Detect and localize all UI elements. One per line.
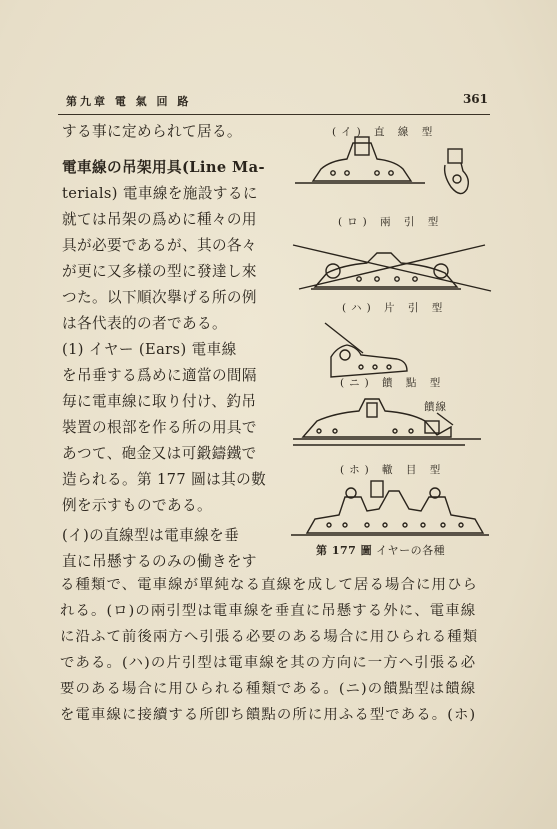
text-line: terials) 電車線を施設するに xyxy=(62,185,258,202)
text-line: 例を示すものである。 xyxy=(62,497,212,514)
straight-type-ear-drawing xyxy=(295,137,468,194)
figure-label-double-pull-type: (ロ) 兩 引 型 xyxy=(338,216,444,228)
text-line: である。(ハ)の片引型は電車線を其の方向に一方へ引張る必 xyxy=(60,655,477,671)
text-line: を吊垂する爲めに適當の間隔 xyxy=(62,367,257,384)
text-line: 裝置の根部を作る所の用具で xyxy=(62,419,257,436)
text-line: る種類で、電車線が單純なる直線を成して居る場合に用ひら xyxy=(60,577,478,593)
text-line: (イ)の直線型は電車線を垂 xyxy=(62,527,240,544)
text-line: 就ては吊架の爲めに種々の用 xyxy=(62,211,257,228)
frog-type-ear-drawing xyxy=(291,481,489,535)
chapter-title: 第九章 電 氣 回 路 xyxy=(66,95,192,108)
figure-label-frog-type: (ホ) 轍 目 型 xyxy=(340,464,446,476)
subsection-heading-line: (1) イヤー (Ears) 電車線 xyxy=(62,341,237,358)
text-line: つた。以下順次擧げる所の例 xyxy=(62,289,257,306)
figure-label-single-pull-type: (ハ) 片 引 型 xyxy=(342,302,448,314)
figure-label-feeder-type: (ニ) 饋 點 型 xyxy=(340,377,446,389)
text-line: 要のある場合に用ひられる種類である。(ニ)の饋點型は饋線 xyxy=(60,681,477,697)
figure-label-straight-type: (イ) 直 線 型 xyxy=(332,126,438,138)
text-line: を電車線に接續する所卽ち饋點の所に用ふる型である。(ホ) xyxy=(60,707,477,723)
text-line: 具が必要であるが、其の各々 xyxy=(62,237,257,254)
text-line: 毎に電車線に取り付け、釣吊 xyxy=(62,393,257,410)
text-line: が更に又多樣の型に發達し來 xyxy=(62,263,257,280)
text-line: れる。(ロ)の兩引型は電車線を垂直に吊懸する外に、電車線 xyxy=(60,603,477,619)
text-line: 造られる。第 177 圖は其の數 xyxy=(62,471,267,488)
text-line: あつて、砲金又は可鍛鑄鐵で xyxy=(62,445,257,462)
double-pull-type-ear-drawing xyxy=(293,245,491,291)
text-line: 直に吊懸するのみの働きをす xyxy=(62,553,257,570)
figure-label-feeder-wire: 饋線 xyxy=(424,401,447,413)
text-line: は各代表的の者である。 xyxy=(62,315,227,332)
single-pull-type-ear-drawing xyxy=(325,323,407,377)
figure-caption xyxy=(316,542,445,558)
figure-caption-text: イヤーの各種 xyxy=(376,544,446,557)
text-line: する事に定められて居る。 xyxy=(62,123,242,140)
text-line: に沿ふて前後兩方へ引張る必要のある場合に用ひられる種類 xyxy=(60,629,479,645)
running-header xyxy=(58,92,490,115)
figure-number: 第 177 圖 xyxy=(316,544,373,557)
feeder-type-ear-drawing xyxy=(293,399,481,445)
section-heading-line: 電車線の吊架用具(Line Ma- xyxy=(62,159,265,176)
page-number: 361 xyxy=(462,92,488,106)
